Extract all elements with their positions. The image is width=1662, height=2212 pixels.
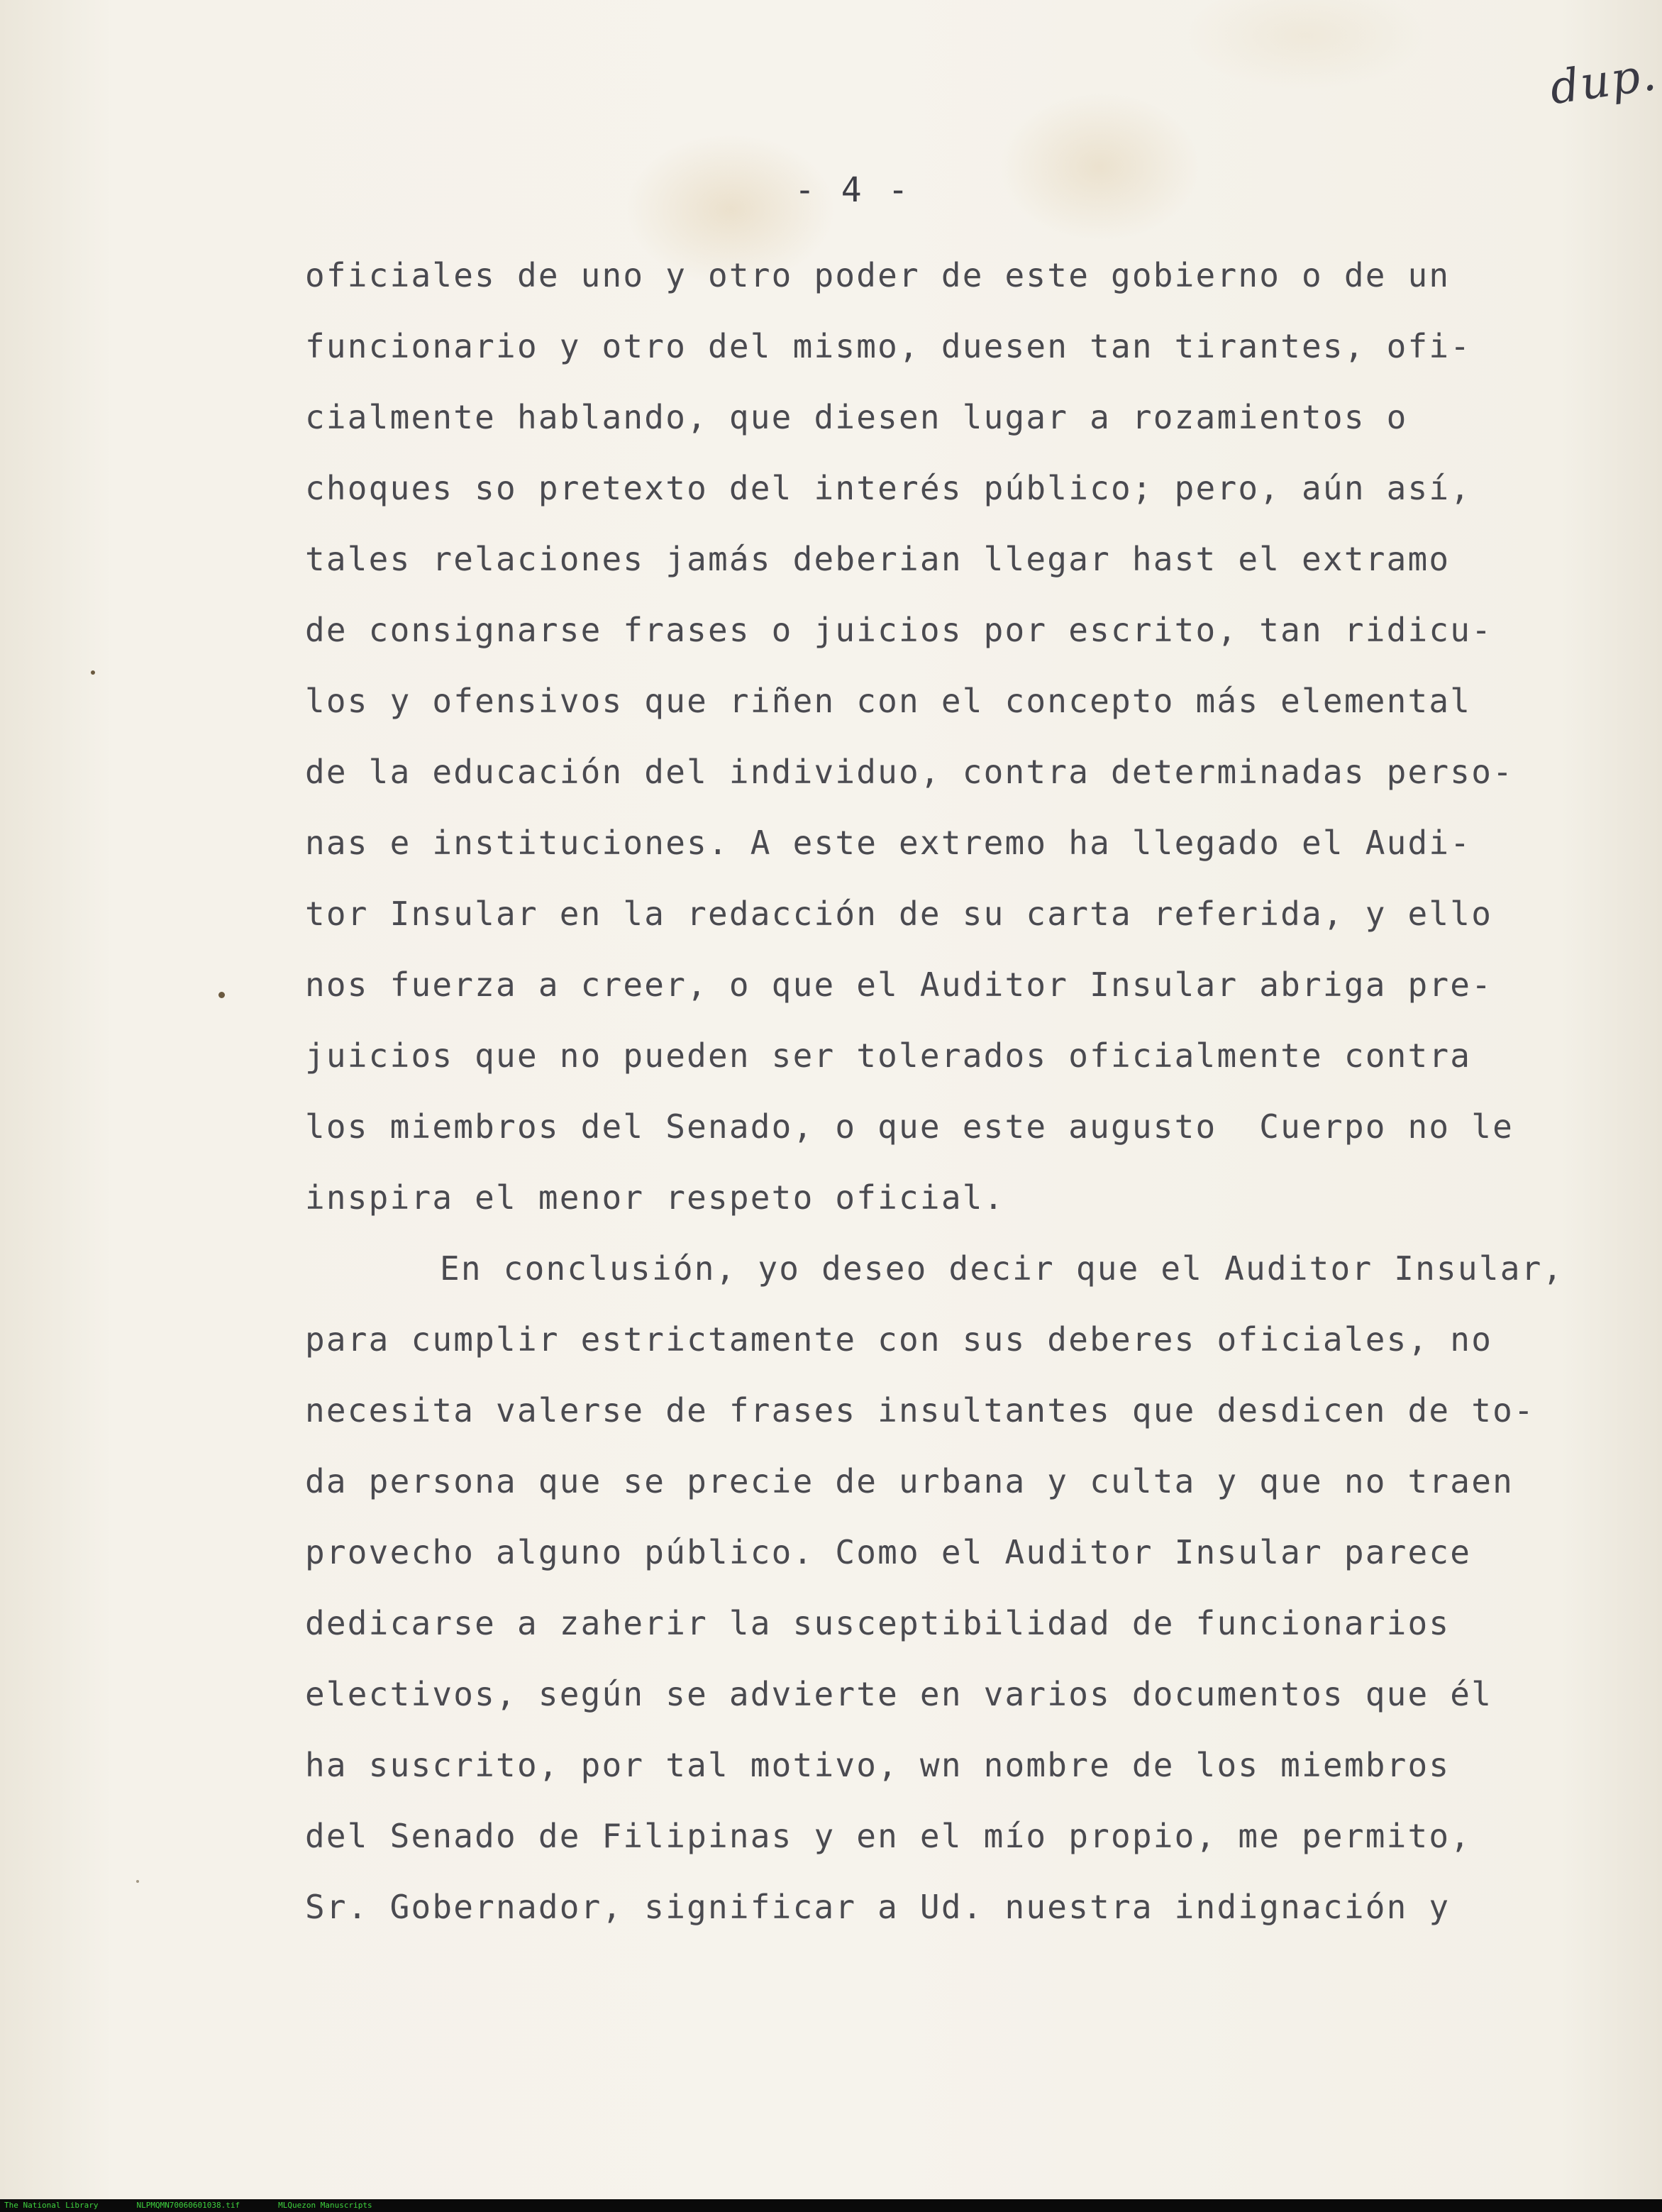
text-line: inspira el menor respeto oficial. (305, 1178, 1005, 1217)
text-line: necesita valerse de frases insultantes que desdicen de to- (305, 1391, 1535, 1429)
text-line: los miembros del Senado, o que este augusto Cuerpo no le (305, 1107, 1514, 1146)
typewritten-body (305, 240, 1639, 1942)
text-line: cialmente hablando, que diesen lugar a rozamientos o (305, 398, 1408, 436)
text-line: ha suscrito, por tal motivo, wn nombre de los miembros (305, 1746, 1451, 1784)
margin-speck (136, 1880, 139, 1883)
text-line: provecho alguno público. Como el Auditor Insular parece (305, 1533, 1472, 1571)
paragraph-start-line: En conclusión, yo deseo decir que el Auditor Insular, (440, 1249, 1564, 1288)
text-line: nas e instituciones. A este extremo ha llegado el Audi- (305, 824, 1472, 862)
text-line: de la educación del individuo, contra determinadas perso- (305, 753, 1514, 791)
text-line: da persona que se precie de urbana y culta y que no traen (305, 1462, 1514, 1500)
margin-speck (91, 670, 95, 675)
text-line: choques so pretexto del interés público; pero, aún así, (305, 469, 1472, 507)
footer-collection: MLQuezon Manuscripts (278, 2201, 372, 2210)
text-line: oficiales de uno y otro poder de este gobierno o de un (305, 256, 1451, 294)
text-line: funcionario y otro del mismo, duesen tan tirantes, ofi- (305, 327, 1472, 365)
text-line: dedicarse a zaherir la susceptibilidad de funcionarios (305, 1604, 1451, 1642)
page-number: - 4 - (794, 170, 912, 210)
text-line: tales relaciones jamás deberian llegar hast el extramo (305, 540, 1451, 578)
handwritten-annotation: dup. (1546, 48, 1661, 116)
footer-file: NLPMQMN70060601038.tif (136, 2201, 240, 2210)
text-line: tor Insular en la redacción de su carta referida, y ello (305, 895, 1493, 933)
text-line: del Senado de Filipinas y en el mío propio, me permito, (305, 1817, 1472, 1855)
text-line: juicios que no pueden ser tolerados oficialmente contra (305, 1036, 1472, 1075)
footer-library: The National Library (4, 2201, 99, 2210)
margin-speck (218, 992, 225, 998)
text-line: nos fuerza a creer, o que el Auditor Insular abriga pre- (305, 966, 1493, 1004)
text-line: para cumplir estrictamente con sus deberes oficiales, no (305, 1320, 1493, 1359)
text-line: de consignarse frases o juicios por escrito, tan ridicu- (305, 611, 1493, 649)
text-line: los y ofensivos que riñen con el concepto más elemental (305, 682, 1472, 720)
text-line: Sr. Gobernador, significar a Ud. nuestra indignación y (305, 1888, 1451, 1926)
scan-footer-bar (0, 2199, 1662, 2212)
text-line: electivos, según se advierte en varios documentos que él (305, 1675, 1493, 1713)
